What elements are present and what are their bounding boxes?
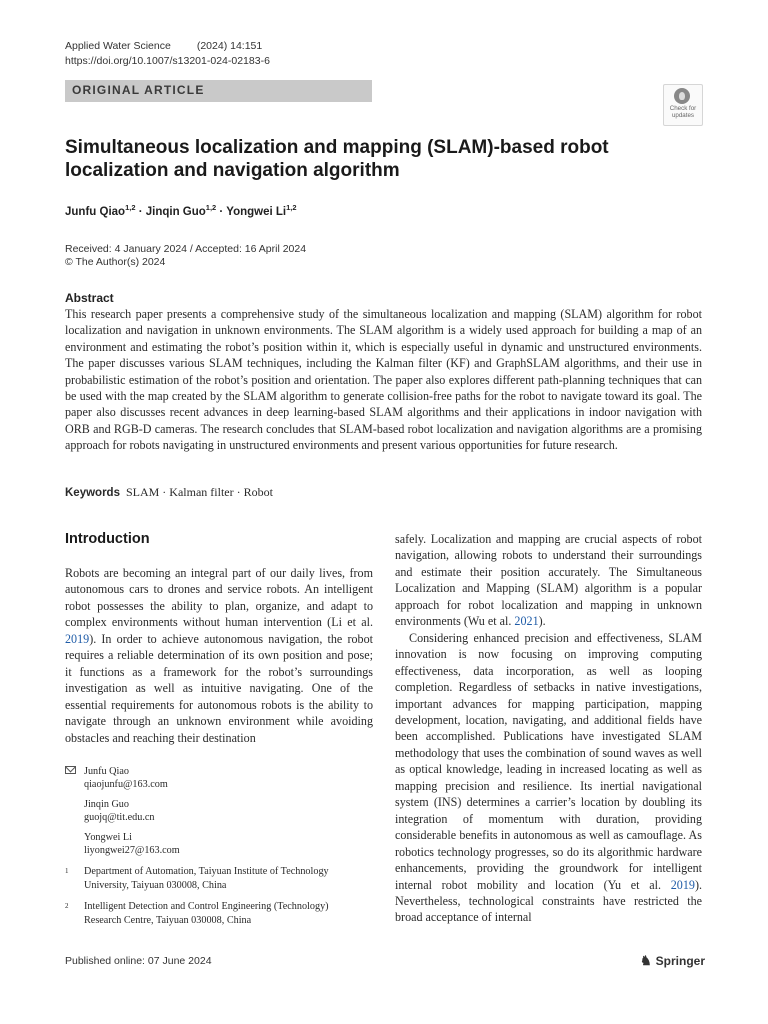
author-name[interactable]: Yongwei Li (226, 205, 287, 218)
author-name[interactable]: Jinqin Guo (145, 205, 206, 218)
springer-horse-icon: ♞ (640, 953, 652, 968)
citation-link[interactable]: 2019 (65, 631, 90, 646)
paragraph-text: Considering enhanced precision and effectiveness, SLAM innovation is now focusing on improving computing effectiveness, data incorporation, as well as looping completion. Regardless of setbacks in native investigations, important advances for mapping participation, mapping development, location, navigating, and additional fields have been accomplished. Publications have investigated SLAM methodology that uses the combination of sound waves as well as optical knowledge, leading in increased locating as well as mapping precision and resilience. Its inertial navigational system (INS) determines a carrier’s location by doubling its integration of momentum with duration, providing considerable benefits in autonomous as well as camouflage. As robotics technology progresses, so do its algorithmic hardware enhancements, providing the groundwork for intelligent internal robot mobility and location (Yu et al. (395, 630, 702, 892)
contact-entry (65, 765, 365, 792)
article-dates (65, 243, 306, 269)
check-updates-icon (674, 88, 690, 104)
author-footnote (65, 765, 365, 927)
affiliation-entry (65, 900, 365, 927)
check-for-updates-badge[interactable] (663, 84, 703, 126)
intro-left-column (65, 565, 373, 746)
journal-volume: (2024) 14:151 (196, 40, 263, 52)
article-type-label: ORIGINAL ARTICLE (72, 83, 205, 97)
contact-email[interactable]: liyongwei27@163.com (84, 845, 180, 857)
paragraph (395, 531, 702, 630)
journal-header (65, 40, 262, 52)
author-affiliation-marker: 1,2 (205, 203, 217, 212)
contact-entry (65, 831, 365, 858)
contact-name: Yongwei Li (84, 831, 132, 843)
doi-link[interactable]: https://doi.org/10.1007/s13201-024-02183-6 (65, 55, 270, 67)
article-title: Simultaneous localization and mapping (SLAM)-based robot localization and navigation algorithm (65, 137, 609, 181)
author-affiliation-marker: 1,2 (125, 203, 136, 212)
paragraph-text: safely. Localization and mapping are crucial aspects of robot navigation, allowing robots to understand their surroundings and estimate their position accurately. The Simultaneous Localization and Mapping (SLAM) algorithm is a popular approach for robot localization and mapping in unknown environments (Wu et al. (395, 532, 702, 629)
contact-name: Junfu Qiao (84, 766, 129, 777)
publisher-name: Springer (655, 954, 705, 968)
journal-name: Applied Water Science (65, 40, 171, 52)
contact-email[interactable]: guojq@tit.edu.cn (84, 812, 155, 824)
citation-link[interactable]: 2021 (514, 614, 539, 629)
contact-email[interactable]: qiaojunfu@163.com (84, 779, 168, 791)
paragraph (395, 630, 702, 926)
author-separator: · (216, 205, 227, 218)
affiliation-number: 1 (65, 867, 69, 876)
paragraph-text: ). (538, 614, 546, 629)
citation-link[interactable]: 2019 (670, 877, 695, 892)
affiliation-number: 2 (65, 902, 69, 911)
published-date: Published online: 07 June 2024 (65, 955, 212, 967)
author-name[interactable]: Junfu Qiao (65, 205, 126, 218)
section-heading-introduction: Introduction (65, 531, 150, 547)
abstract-heading: Abstract (65, 291, 114, 305)
contact-entry (65, 798, 365, 825)
received-accepted-dates: Received: 4 January 2024 / Accepted: 16 April 2024 (65, 243, 307, 255)
keywords-list: SLAM · Kalman filter · Robot (125, 485, 273, 499)
intro-right-column (395, 531, 702, 926)
envelope-icon (65, 766, 76, 774)
paragraph-text: ). In order to achieve autonomous navigation, the robot requires a reliable determination of its own position and pose; it functions as a framework for the robot’s surroundings investigation as well as intuitive navigating. One of the essential requirements for autonomous robots is the ability to navigate through an unknown environment while avoiding obstacles and reaching their destination (65, 631, 373, 745)
keywords-line (65, 485, 273, 500)
paragraph-text: ). Nevertheless, technological constraints have restricted the broad acceptance of internal (395, 877, 702, 925)
author-affiliation-marker: 1,2 (286, 203, 297, 212)
copyright-notice: © The Author(s) 2024 (65, 256, 166, 268)
publisher-logo[interactable] (640, 953, 705, 969)
abstract-text: This research paper presents a comprehensive study of the simultaneous localization and mapping (SLAM) algorithm for robot localization and navigation in unknown environments. The SLAM algorithm is a widely used approach for building a map of an environment and estimating the robot’s position within it, which is especially useful in dynamic and unstructured environments. The paper discusses various SLAM techniques, including the Kalman filter (KF) and GraphSLAM algorithms, and their use in probabilistic estimation of the robot’s position and orientation. The paper also explores different path-planning techniques that can be used with the map created by the SLAM algorithm to generate collision-free paths for the robot to navigate toward its goal. The paper also discusses recent advances in deep learning-based SLAM algorithms and their applications in indoor navigation with ORB and RGB-D cameras. The research concludes that SLAM-based robot localization and navigation algorithms are a promising approach for robots navigating in unstructured environments and present various opportunities for future research. (65, 307, 702, 453)
keywords-label: Keywords (65, 487, 120, 499)
article-type-banner (65, 80, 372, 102)
affiliation-text: Intelligent Detection and Control Engineering (Technology) Research Centre, Taiyuan 030008, China (84, 901, 329, 926)
author-list (65, 203, 297, 218)
author-separator: · (135, 205, 146, 218)
check-updates-label: Check for updates (669, 105, 697, 119)
affiliation-text: Department of Automation, Taiyuan Institute of Technology University, Taiyuan 030008, China (84, 866, 329, 891)
affiliation-entry (65, 865, 365, 892)
paragraph-text: Robots are becoming an integral part of our daily lives, from autonomous cars to drones and service robots. An intelligent robot possesses the ability to plan, organize, and adapt to complex environments without human intervention (Li et al. (65, 566, 373, 630)
contact-name: Jinqin Guo (84, 798, 129, 810)
